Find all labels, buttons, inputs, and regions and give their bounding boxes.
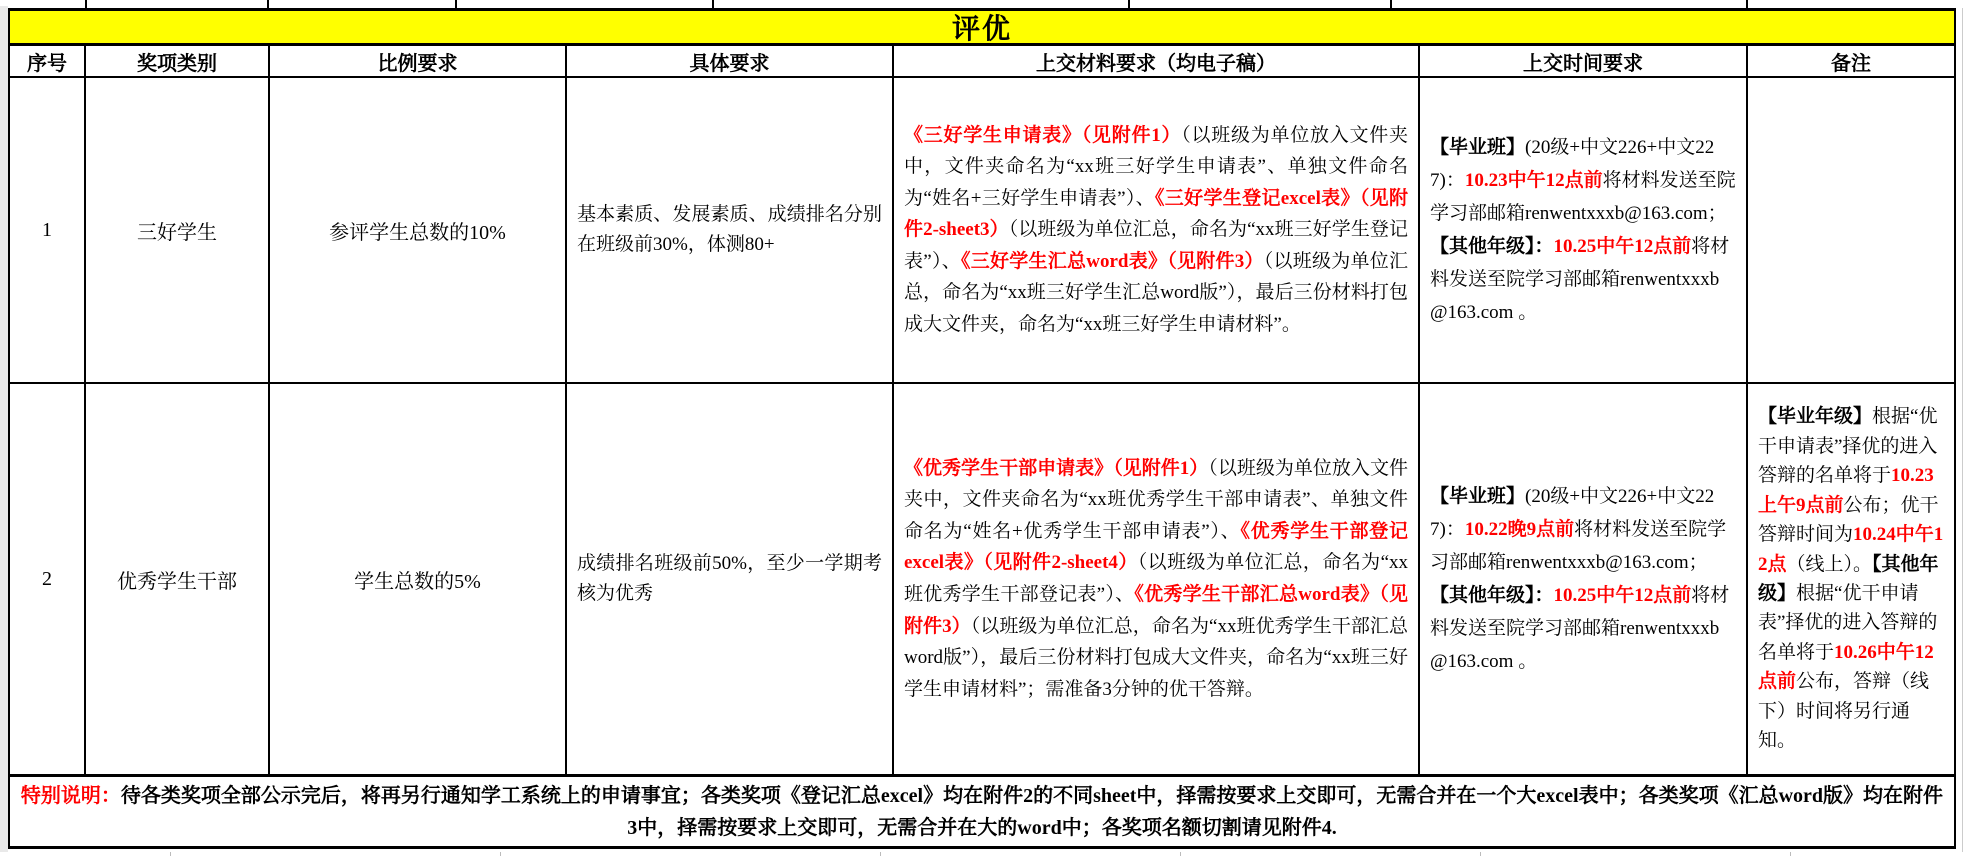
special-note-row [8,774,1956,849]
column-header-deadline: 上交时间要求 [1420,46,1748,78]
gridline-remnant [500,852,501,856]
row1-remark-text [1748,228,1954,232]
column-header-category: 奖项类别 [86,46,270,78]
row1-remark-cell [1748,78,1954,384]
row2-materials-cell [894,384,1420,774]
gridline-remnant [1790,852,1791,856]
gridline-remnant [455,0,457,8]
cropped-row-below [8,852,1956,856]
gridline-remnant [1390,0,1392,8]
gridline-remnant [267,0,269,8]
row2-index-cell: 2 [10,384,86,774]
row2-deadline-text: 【毕业班】(20级+中文226+中文227)：10.22晚9点前将材料发送至院学习部邮箱renwentxxxb@163.com； 【其他年级】：10.25中午12点前将材料发送至院学习部邮箱renwentxxxb@163.com 。 [1430,485,1730,673]
gridline-remnant [1746,0,1748,8]
column-header-index: 序号 [10,46,86,78]
spreadsheet-right-gridline [1962,8,1963,852]
column-header-ratio: 比例要求 [270,46,567,78]
row1-index-cell: 1 [10,78,86,384]
spreadsheet-left-gutter [0,6,8,852]
column-header-materials: 上交材料要求（均电子稿） [894,46,1420,78]
page-title: 评优 [951,14,1012,45]
row2-deadline-cell [1420,384,1748,774]
gridline-remnant [85,0,87,8]
special-note-text: 特别说明：待各类奖项全部公示完后，将再另行通知学工系统上的申请事宜；各类奖项《登记汇总excel》均在附件2的不同sheet中，择需按要求上交即可，无需合并在一个大excel表中；各类奖项《汇总word版》均在附件3中，择需按要求上交即可，无需合并在大的word中；各奖项名额切割请见附件4. [20,784,1944,839]
row2-remark-cell [1748,384,1954,774]
row1-specific-text: 基本素质、发展素质、成绩排名分别在班级前30%，体测80+ [577,203,882,255]
row1-materials-cell [894,78,1420,384]
row2-category-cell: 优秀学生干部 [86,384,270,774]
gridline-remnant [1128,0,1130,8]
awards-table [8,8,1956,849]
row1-deadline-text: 【毕业班】(20级+中文226+中文227)：10.23中午12点前将材料发送至院学习部邮箱renwentxxxb@163.com； 【其他年级】：10.25中午12点前将材料发送至院学习部邮箱renwentxxxb@163.com 。 [1430,136,1736,324]
row2-specific-cell [567,384,894,774]
row1-category-cell: 三好学生 [86,78,270,384]
row2-specific-text: 成绩排名班级前50%，至少一学期考核为优秀 [577,552,882,604]
gridline-remnant [712,0,714,8]
gridline-remnant [1480,852,1481,856]
table-title-banner [8,8,1956,46]
row1-deadline-cell [1420,78,1748,384]
row2-ratio-cell: 学生总数的5% [270,384,567,774]
column-header-remark: 备注 [1748,46,1954,78]
gridline-remnant [1180,852,1181,856]
gridline-remnant [880,852,881,856]
column-header-specific: 具体要求 [567,46,894,78]
row1-specific-cell [567,78,894,384]
row1-ratio-cell: 参评学生总数的10% [270,78,567,384]
row2-remark-text: 【毕业年级】根据“优干申请表”择优的进入答辩的名单将于10.23上午9点前公布；优干答辩时间为10.24中午12点（线上）。【其他年级】根据“优干申请表”择优的进入答辩的名单将于10.26中午12点前公布，答辩（线下）时间将另行通知。 [1758,406,1944,752]
row1-materials-text: 《三好学生申请表》（见附件1）（以班级为单位放入文件夹中，文件夹命名为“xx班三好学生申请表”、单独文件命名为“姓名+三好学生申请表”）、《三好学生登记excel表》（见附件2-sheet3）（以班级为单位汇总，命名为“xx班三好学生登记表”）、《三好学生汇总word表》（见附件3）（以班级为单位汇总，命名为“xx班三好学生汇总word版”），最后三份材料打包成大文件夹，命名为“xx班三好学生申请材料”。 [904,124,1408,335]
awards-grid [8,46,1956,774]
row2-materials-text: 《优秀学生干部申请表》（见附件1）（以班级为单位放入文件夹中，文件夹命名为“xx班优秀学生干部申请表”、单独文件命名为“姓名+优秀学生干部申请表”）、《优秀学生干部登记excel表》（见附件2-sheet4）（以班级为单位汇总，命名为“xx班优秀学生干部登记表”）、《优秀学生干部汇总word表》（见附件3）（以班级为单位汇总，命名为“xx班优秀学生干部汇总word版”），最后三份材料打包成大文件夹，命名为“xx班三好学生申请材料”；需准备3分钟的优干答辩。 [904,457,1409,700]
gridline-remnant [170,852,171,856]
